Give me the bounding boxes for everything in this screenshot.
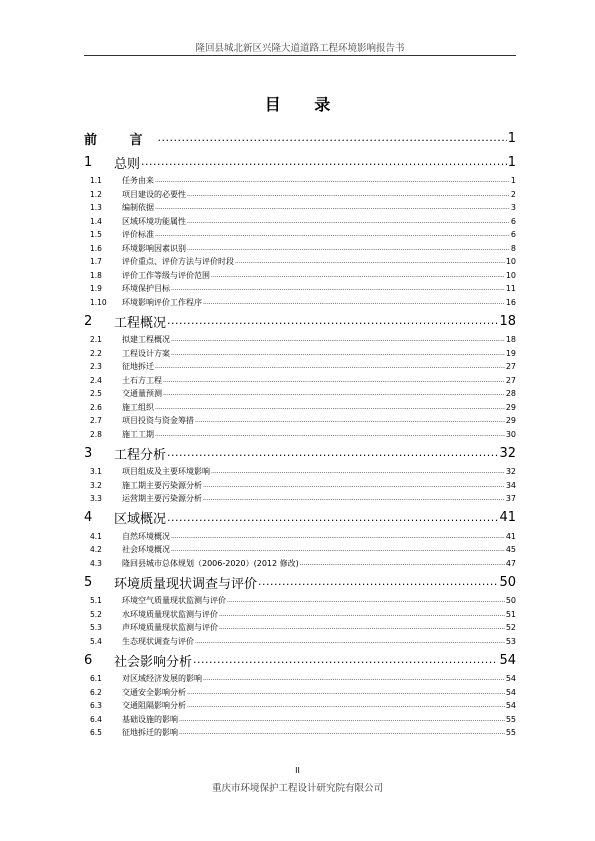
toc-page-number: 47 (505, 558, 516, 568)
toc-section-row[interactable] (84, 594, 516, 608)
page-number: II (295, 766, 300, 775)
toc-section-row[interactable] (84, 530, 516, 544)
toc-entry-label: 隆回县城市总体规划（2006-2020）(2012 修改) (122, 558, 299, 568)
toc-entry-number: 5.2 (90, 609, 102, 619)
toc-entry-number: 2.2 (90, 348, 102, 358)
toc-dot-leader (195, 638, 505, 645)
toc-page-number: 37 (505, 494, 516, 504)
toc-entry-number: 6 (84, 652, 93, 668)
toc-entry-number: 4.2 (90, 545, 102, 555)
toc-dot-leader (258, 575, 498, 594)
toc-entry-label: 施工期主要污染源分析 (122, 480, 202, 490)
toc-section-row[interactable] (84, 726, 516, 740)
toc-page-number: 1 (507, 130, 516, 146)
toc-section-row[interactable] (84, 414, 516, 428)
toc-entry-label: 任务由来 (122, 176, 154, 186)
toc-entry-number: 1.3 (90, 203, 102, 213)
toc-entry-label: 土石方工程 (122, 375, 162, 385)
toc-entry-number: 5.3 (90, 623, 102, 633)
toc-dot-leader (187, 702, 505, 709)
toc-section-row[interactable] (84, 296, 516, 310)
toc-page-number: 32 (505, 467, 516, 477)
toc-dot-leader (171, 533, 505, 540)
footer-organization: 重庆市环境保护工程设计研究院有限公司 (211, 783, 383, 794)
toc-entry-number: 2.7 (90, 416, 102, 426)
toc-entry-number: 3.1 (90, 467, 102, 477)
running-header: 隆回县城北新区兴隆大道道路工程环境影响报告书 (195, 43, 405, 54)
toc-entry-label: 运营期主要污染源分析 (122, 494, 202, 504)
toc-page-number: 10 (505, 257, 516, 267)
toc-entry-label: 项目建设的必要性 (122, 189, 186, 199)
toc-entry-label: 声环境质量现状监测与评价 (122, 623, 218, 633)
toc-entry-label: 评价重点、评价方法与评价时段 (122, 257, 234, 267)
toc-dot-leader (187, 245, 510, 252)
toc-entry-number: 1.1 (90, 176, 102, 186)
toc-entry-number: 5.1 (90, 596, 102, 606)
toc-dot-leader (158, 131, 507, 150)
table-of-contents (84, 126, 516, 740)
toc-entry-number: 2.3 (90, 362, 102, 372)
toc-section-row[interactable] (84, 347, 516, 361)
toc-entry-number: 1.4 (90, 216, 102, 226)
toc-entry-label: 交通安全影响分析 (122, 687, 186, 697)
toc-entry-number: 1 (84, 154, 93, 170)
toc-page-number: 10 (505, 270, 516, 280)
toc-dot-leader (141, 155, 507, 174)
toc-section-row[interactable] (84, 699, 516, 713)
toc-page-number: 54 (505, 674, 516, 684)
toc-entry-number: 3.2 (90, 480, 102, 490)
toc-entry-number: 6.4 (90, 714, 102, 724)
toc-entry-number: 2.5 (90, 389, 102, 399)
toc-dot-leader (155, 231, 510, 238)
toc-entry-label: 工程分析 (114, 447, 167, 463)
toc-page-number: 55 (505, 728, 516, 738)
toc-entry-number: 2.8 (90, 429, 102, 439)
toc-dot-leader (155, 363, 505, 370)
toc-page-number: 41 (499, 510, 516, 525)
toc-entry-label: 基础设施的影响 (122, 714, 178, 724)
toc-entry-label: 生态现状调查与评价 (122, 636, 194, 646)
toc-section-row[interactable] (84, 333, 516, 347)
toc-page-number: 51 (505, 609, 516, 619)
toc-dot-leader (219, 624, 505, 631)
toc-page-number: 30 (505, 429, 516, 439)
toc-page-number: 27 (505, 362, 516, 372)
toc-entry-label: 环境质量现状调查与评价 (114, 576, 258, 592)
toc-dot-leader (167, 446, 498, 465)
toc-entry-label: 评价标准 (122, 230, 154, 240)
toc-entry-label: 征地拆迁的影响 (122, 728, 178, 738)
toc-dot-leader (171, 546, 505, 553)
toc-page-number: 8 (510, 243, 516, 253)
toc-section-row[interactable] (84, 492, 516, 506)
toc-page-number: 18 (499, 313, 516, 329)
toc-entry-label: 评价工作等级与评价范围 (122, 270, 210, 280)
toc-section-row[interactable] (84, 672, 516, 686)
toc-section-row[interactable] (84, 608, 516, 622)
toc-section-row[interactable] (84, 621, 516, 635)
toc-entry-number: 1.6 (90, 243, 102, 253)
toc-section-row[interactable] (84, 215, 516, 229)
toc-dot-leader (179, 716, 505, 723)
toc-dot-leader (163, 377, 505, 384)
toc-section-row[interactable] (84, 228, 516, 242)
toc-entry-number: 4 (84, 510, 93, 525)
toc-section-row[interactable] (84, 543, 516, 557)
toc-section-row[interactable] (84, 360, 516, 374)
toc-page-number: 28 (505, 389, 516, 399)
toc-entry-number: 4.3 (90, 558, 102, 568)
toc-entry-label: 环境保护目标 (122, 284, 170, 294)
toc-entry-number: 6.2 (90, 687, 102, 697)
toc-entry-number: 5 (84, 574, 93, 590)
toc-entry-label: 交通量预测 (122, 389, 162, 399)
toc-entry-label: 项目投资与资金筹措 (122, 416, 194, 426)
toc-section-row[interactable] (84, 713, 516, 727)
toc-dot-leader (171, 285, 505, 292)
toc-title: 目 录 (264, 95, 345, 114)
toc-page-number: 3 (510, 203, 516, 213)
toc-dot-leader (171, 350, 505, 357)
toc-entry-number: 1.10 (90, 297, 107, 307)
toc-dot-leader (193, 653, 498, 672)
toc-dot-leader (155, 404, 505, 411)
toc-entry-number: 2 (84, 313, 93, 329)
toc-dot-leader (167, 511, 498, 530)
toc-dot-leader (211, 468, 505, 475)
header-rule (84, 55, 516, 56)
toc-dot-leader (203, 482, 505, 489)
toc-entry-number: 6.3 (90, 701, 102, 711)
toc-entry-number: 1.9 (90, 284, 102, 294)
toc-entry-label: 对区域经济发展的影响 (122, 674, 202, 684)
toc-section-row[interactable] (84, 174, 516, 188)
toc-entry-label: 环境影响评价工作程序 (122, 297, 202, 307)
toc-dot-leader (155, 177, 510, 184)
toc-dot-leader (167, 314, 498, 333)
toc-entry-number: 1.8 (90, 270, 102, 280)
toc-entry-label: 社会影响分析 (114, 654, 193, 670)
toc-entry-number: 3 (84, 445, 93, 461)
toc-dot-leader (187, 191, 510, 198)
toc-page-number: 45 (505, 545, 516, 555)
toc-dot-leader (235, 258, 505, 265)
toc-entry-label: 水环境质量现状监测与评价 (122, 609, 218, 619)
toc-page-number: 54 (499, 652, 516, 668)
toc-entry-number: 4.1 (90, 531, 102, 541)
toc-page-number: 55 (505, 714, 516, 724)
toc-page-number: 29 (505, 416, 516, 426)
toc-entry-number: 1.5 (90, 230, 102, 240)
toc-section-row[interactable] (84, 479, 516, 493)
toc-chapter-row[interactable] (84, 150, 516, 174)
toc-chapter-row[interactable] (84, 648, 516, 672)
toc-entry-label: 交通阻隔影响分析 (122, 701, 186, 711)
toc-page-number: 54 (505, 687, 516, 697)
toc-dot-leader (155, 204, 510, 211)
toc-page-number: 50 (499, 574, 516, 590)
toc-page-number: 29 (505, 402, 516, 412)
toc-section-row[interactable] (84, 401, 516, 415)
toc-dot-leader (179, 729, 505, 736)
toc-chapter-row[interactable] (84, 126, 516, 150)
toc-entry-label: 拟建工程概况 (122, 335, 170, 345)
toc-section-row[interactable] (84, 686, 516, 700)
toc-section-row[interactable] (84, 269, 516, 283)
toc-entry-label: 自然环境概况 (122, 531, 170, 541)
toc-entry-number: 1.2 (90, 189, 102, 199)
toc-entry-number: 1.7 (90, 257, 102, 267)
toc-entry-label: 环境空气质量现状监测与评价 (122, 596, 226, 606)
toc-section-row[interactable] (84, 428, 516, 442)
toc-dot-leader (300, 560, 505, 567)
toc-page-number: 32 (499, 445, 516, 461)
toc-section-row[interactable] (84, 255, 516, 269)
toc-section-row[interactable] (84, 201, 516, 215)
toc-entry-number: 2.6 (90, 402, 102, 412)
toc-dot-leader (219, 611, 505, 618)
toc-page-number: 16 (505, 297, 516, 307)
toc-section-row[interactable] (84, 188, 516, 202)
toc-page-number: 41 (505, 531, 516, 541)
toc-section-row[interactable] (84, 465, 516, 479)
toc-page-number: 52 (505, 623, 516, 633)
toc-dot-leader (187, 689, 505, 696)
toc-dot-leader (203, 495, 505, 502)
toc-chapter-row[interactable] (84, 309, 516, 333)
toc-page-number: 50 (505, 596, 516, 606)
toc-page-number: 6 (510, 230, 516, 240)
toc-entry-label: 施工组织 (122, 402, 154, 412)
toc-dot-leader (227, 597, 505, 604)
toc-entry-label: 前 言 (84, 132, 157, 148)
toc-entry-label: 征地拆迁 (122, 362, 154, 372)
toc-entry-number: 2.1 (90, 335, 102, 345)
toc-page-number: 6 (510, 216, 516, 226)
toc-entry-label: 环境影响因素识别 (122, 243, 186, 253)
toc-dot-leader (171, 336, 505, 343)
toc-section-row[interactable] (84, 557, 516, 571)
toc-chapter-row[interactable] (84, 506, 516, 530)
toc-dot-leader (163, 390, 505, 397)
toc-page-number: 54 (505, 701, 516, 711)
toc-entry-number: 2.4 (90, 375, 102, 385)
toc-entry-number: 6.5 (90, 728, 102, 738)
toc-page-number: 19 (505, 348, 516, 358)
toc-page-number: 34 (505, 480, 516, 490)
toc-entry-label: 施工工期 (122, 429, 154, 439)
toc-page-number: 53 (505, 636, 516, 646)
toc-section-row[interactable] (84, 282, 516, 296)
toc-dot-leader (155, 431, 505, 438)
toc-chapter-row[interactable] (84, 570, 516, 594)
toc-entry-label: 社会环境概况 (122, 545, 170, 555)
toc-entry-label: 工程概况 (114, 315, 167, 331)
toc-page-number: 27 (505, 375, 516, 385)
toc-chapter-row[interactable] (84, 441, 516, 465)
toc-page-number: 11 (505, 284, 516, 294)
toc-dot-leader (187, 218, 510, 225)
toc-section-row[interactable] (84, 635, 516, 649)
toc-section-row[interactable] (84, 387, 516, 401)
toc-page-number: 2 (510, 189, 516, 199)
toc-entry-number: 6.1 (90, 674, 102, 684)
toc-entry-label: 区域环境功能属性 (122, 216, 186, 226)
toc-entry-label: 区域概况 (114, 512, 167, 527)
toc-entry-number: 3.3 (90, 494, 102, 504)
toc-entry-label: 工程设计方案 (122, 348, 170, 358)
toc-entry-label: 项目组成及主要环境影响 (122, 467, 210, 477)
toc-section-row[interactable] (84, 242, 516, 256)
toc-section-row[interactable] (84, 374, 516, 388)
toc-dot-leader (203, 675, 505, 682)
toc-dot-leader (203, 299, 505, 306)
toc-page-number: 1 (510, 176, 516, 186)
toc-dot-leader (211, 272, 505, 279)
toc-entry-label: 总则 (114, 156, 141, 172)
toc-dot-leader (195, 417, 505, 424)
toc-entry-label: 编制依据 (122, 203, 154, 213)
toc-page-number: 1 (507, 154, 516, 170)
toc-page-number: 18 (505, 335, 516, 345)
toc-entry-number: 5.4 (90, 636, 102, 646)
